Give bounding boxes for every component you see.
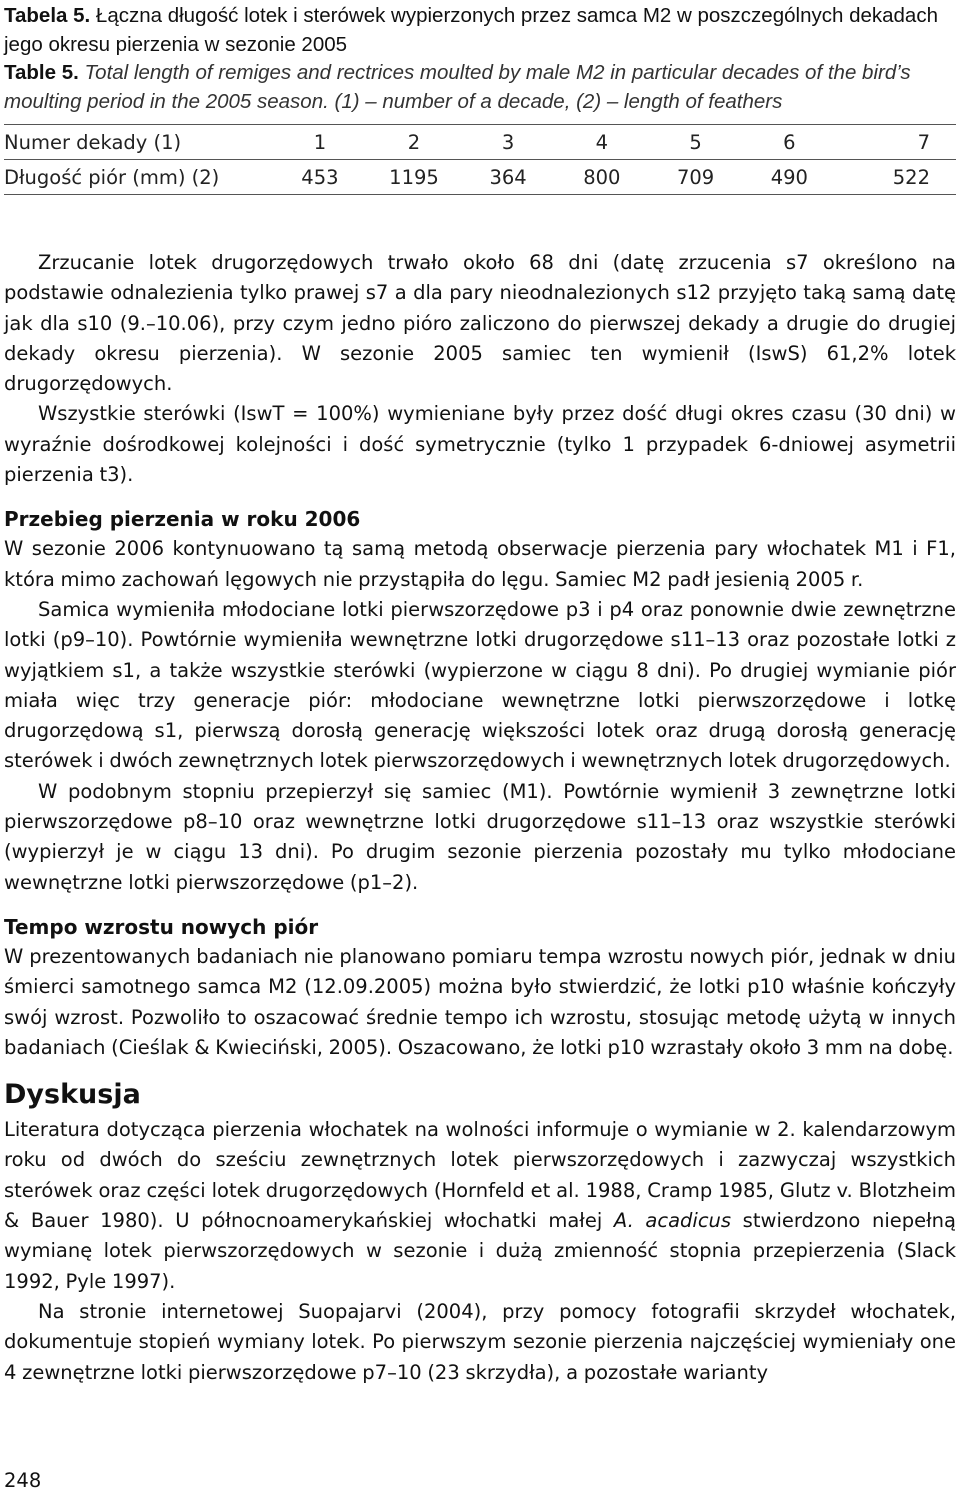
table-row-length xyxy=(4,160,956,195)
document-page xyxy=(4,0,956,1388)
table-cell: 6 xyxy=(742,125,836,160)
table-cell: 3 xyxy=(461,125,555,160)
paragraph-text: Literatura dotycząca pierzenia włochatek na wolności informuje o wymianie w 2. kalendarzowym roku od dwóch do sześciu zewnętrznych lotek pierwszorzędowych i zazwyczaj wszystkich sterówek oraz części lotek drugorzędowych (Hornfeld et al. 1988, Cramp 1985, Glutz v. Blotzheim & Bauer 1980). U północnoamerykańskiej włochatki małej xyxy=(4,1118,956,1233)
caption-pl-label: Tabela 5. xyxy=(4,4,91,27)
table-cell: 5 xyxy=(649,125,743,160)
paragraph: Zrzucanie lotek drugorzędowych trwało około 68 dni (datę zrzucenia s7 określono na podstawie odnalezienia tylko prawej s7 a dla pary nieodnalezionych s12 przyjęto taką samą datę jak dla s10 (9.–10.06), przy czym jedno pióro zaliczono do pierwszej dekady a drugie do drugiej dekady okresu pierzenia). W sezonie 2005 samiec ten wymienił (IswS) 61,2% lotek drugorzędowych. xyxy=(4,251,956,396)
species-name: A. acadicus xyxy=(613,1209,732,1233)
table-cell: 522 xyxy=(836,160,956,195)
table-row-decade xyxy=(4,125,956,160)
paragraph: W podobnym stopniu przepierzył się samiec (M1). Powtórnie wymienił 3 zewnętrzne lotki pierwszorzędowe p8–10 oraz wewnętrzne lotki drugorzędowe s11–13 oraz wszystkie sterówki (wypierzył je w ciągu 13 dni). Po drugim sezonie pierzenia pozostały mu tylko młodociane wewnętrzne lotki pierwszorzędowe (p1–2). xyxy=(4,779,956,894)
table-cell: 364 xyxy=(461,160,555,195)
caption-en-text: Total length of remiges and rectrices moulted by male M2 in particular decades of the bird’s moulting period in the 2005 season. (1) – number of a decade, (2) – length of feathers xyxy=(4,61,911,113)
table-cell: 4 xyxy=(555,125,649,160)
paragraph xyxy=(4,1115,956,1297)
table-cell: 1195 xyxy=(367,160,461,195)
table-cell: 800 xyxy=(555,160,649,195)
page-number: 248 xyxy=(4,1469,42,1492)
table-cell: 7 xyxy=(836,125,956,160)
row-label-length: Długość piór (mm) (2) xyxy=(4,160,273,195)
paragraph: W sezonie 2006 kontynuowano tą samą metodą obserwacje pierzenia pary włochatek M1 i F1, która mimo zachowań lęgowych nie przystąpiła do lęgu. Samiec M2 padł jesienią 2005 r. xyxy=(4,537,956,591)
feather-length-table xyxy=(4,124,956,195)
paragraph-text: stwierdzono niepełną wymianę lotek pierwszorzędowych w sezonie i dużą zmienność stopnia przepierzenia (Slack 1992, Pyle 1997). xyxy=(4,1209,956,1293)
table-cell: 709 xyxy=(649,160,743,195)
table-cell: 490 xyxy=(742,160,836,195)
row-label-decade: Numer dekady (1) xyxy=(4,125,273,160)
section-heading: Tempo wzrostu nowych piór xyxy=(4,914,319,939)
section-heading: Przebieg pierzenia w roku 2006 xyxy=(4,507,361,532)
table-cell: 453 xyxy=(273,160,367,195)
section-heading-large: Dyskusja xyxy=(4,1079,141,1111)
paragraph: Wszystkie sterówki (IswT = 100%) wymieniane były przez dość długi okres czasu (30 dni) w wyraźnie dośrodkowej kolejności i dość symetrycznie (tylko 1 przypadek 6-dniowej asymetrii pierzenia t3). xyxy=(4,402,956,487)
table-caption xyxy=(4,2,956,116)
table-cell: 1 xyxy=(273,125,367,160)
paragraph: Na stronie internetowej Suopajarvi (2004), przy pomocy fotografii skrzydeł włochatek, dokumentuje stopień wymiany lotek. Po pierwszym sezonie pierzenia najczęściej wymieniały one 4 zewnętrzne lotki pierwszorzędowe p7–10 (23 skrzydła), a pozostałe warianty xyxy=(4,1299,956,1384)
caption-en-label: Table 5. xyxy=(4,61,79,84)
paragraph: W prezentowanych badaniach nie planowano pomiaru tempa wzrostu nowych piór, jednak w dniu śmierci samotnego samca M2 (12.09.2005) można było stwierdzić, że lotki p10 właśnie kończyły swój wzrost. Pozwoliło to oszacować średnie tempo ich wzrostu, stosując metodę użytą w innych badaniach (Cieślak & Kwieciński, 2005). Oszacowano, że lotki p10 wzrastały około 3 mm na dobę. xyxy=(4,944,956,1059)
paragraph: Samica wymieniła młodociane lotki pierwszorzędowe p3 i p4 oraz ponownie dwie zewnętrzne lotki (p9–10). Powtórnie wymieniła wewnętrzne lotki drugorzędowe s11–13 oraz pozostałe lotki z wyjątkiem s1, a także wszystkie sterówki (wypierzone w ciągu 8 dni). Po drugiej wymianie piór miała więc trzy generacje piór: młodociane wewnętrzne lotki pierwszorzędowe i lotkę drugorzędową s1, pierwszą dorosłą generację większości lotek oraz drugą dorosłą generację sterówek i dwóch zewnętrznych lotek pierwszorzędowych i wewnętrznych lotek drugorzędowych. xyxy=(4,597,956,773)
table-cell: 2 xyxy=(367,125,461,160)
caption-pl-text: Łączna długość lotek i sterówek wypierzonych przez samca M2 w poszczególnych dekadach jego okresu pierzenia w sezonie 2005 xyxy=(4,4,938,56)
